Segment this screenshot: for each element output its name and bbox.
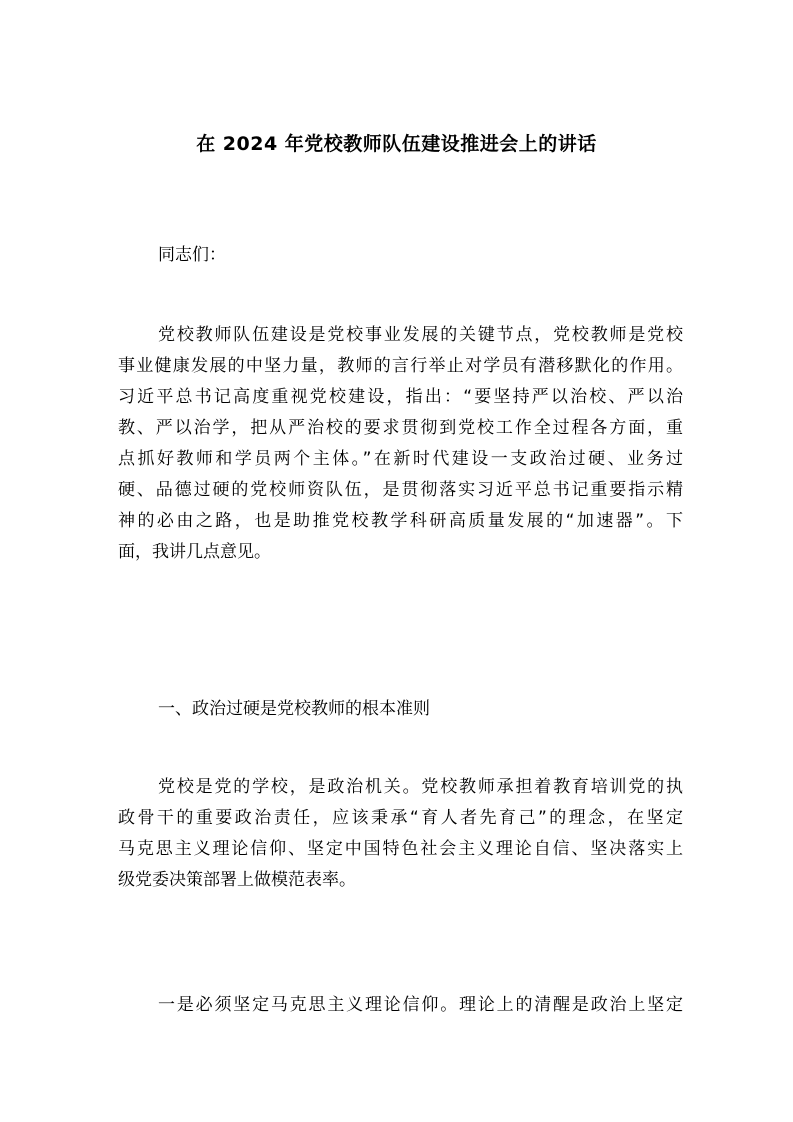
paragraph-line: 一是必须坚定马克思主义理论信仰。理论上的清醒是政治上坚定 bbox=[158, 995, 683, 1015]
salutation bbox=[118, 240, 683, 271]
paragraph-line: 党校教师队伍建设是党校事业发展的关键节点，党校教师是党校 bbox=[158, 325, 683, 345]
paragraph-line: 教、严以治学，把从严治校的要求贯彻到党校工作全过程各方面，重 bbox=[118, 418, 683, 438]
paragraph-intro bbox=[118, 320, 683, 568]
paragraph-line: 级党委决策部署上做模范表率。 bbox=[118, 870, 356, 890]
salutation-line: 同志们： bbox=[158, 245, 226, 265]
paragraph-line: 事业健康发展的中坚力量，教师的言行举止对学员有潜移默化的作用。 bbox=[118, 356, 683, 376]
section-heading bbox=[118, 694, 683, 725]
paragraph-line: 面，我讲几点意见。 bbox=[118, 542, 271, 562]
section-heading-line: 一、政治过硬是党校教师的根本准则 bbox=[158, 699, 430, 719]
paragraph-first-point bbox=[118, 990, 683, 1021]
paragraph-line: 硬、品德过硬的党校师资队伍，是贯彻落实习近平总书记重要指示精 bbox=[118, 480, 683, 500]
document-title: 在 2024 年党校教师队伍建设推进会上的讲话 bbox=[196, 133, 597, 155]
paragraph-line: 党校是党的学校，是政治机关。党校教师承担着教育培训党的执 bbox=[158, 777, 683, 797]
paragraph-political bbox=[118, 772, 683, 896]
paragraph-line: 马克思主义理论信仰、坚定中国特色社会主义理论自信、坚决落实上 bbox=[118, 839, 683, 859]
paragraph-line: 点抓好教师和学员两个主体。”在新时代建设一支政治过硬、业务过 bbox=[118, 449, 683, 469]
paragraph-line: 政骨干的重要政治责任，应该秉承“育人者先育己”的理念，在坚定 bbox=[118, 808, 683, 828]
paragraph-line: 习近平总书记高度重视党校建设，指出：“要坚持严以治校、严以治 bbox=[118, 387, 683, 407]
paragraph-line: 神的必由之路，也是助推党校教学科研高质量发展的“加速器”。下 bbox=[118, 511, 683, 531]
